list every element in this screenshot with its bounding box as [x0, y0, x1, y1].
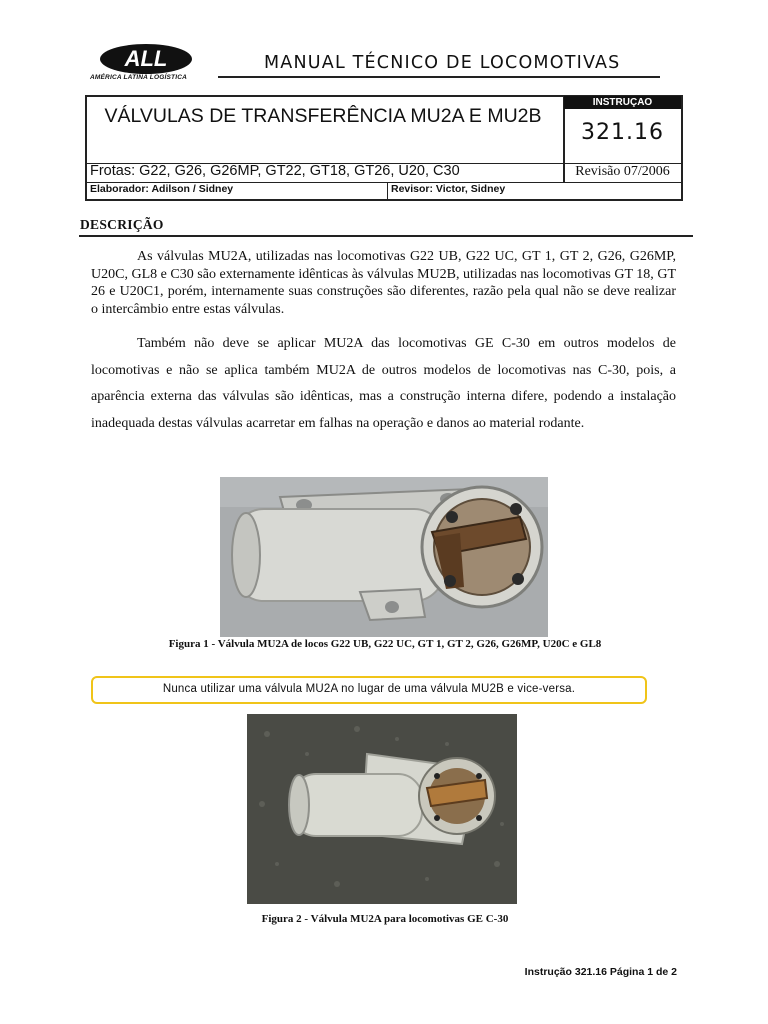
valve-mu2a-photo-1 — [220, 477, 548, 637]
manual-title: MANUAL TÉCNICO DE LOCOMOTIVAS — [264, 53, 621, 73]
paragraph-2: Também não deve se aplicar MU2A das locomotivas GE C-30 em outros modelos de locomotivas e não se aplica também MU2A de outros modelos de locomotivas nas C-30, pois, a aparência externa das válvulas são idênticas, mas a construção interna difere, podendo a instalação inadequada destas válvulas acarretar em falhas na operação e danos ao material rodante. — [91, 336, 676, 431]
revision-date: Revisão 07/2006 — [575, 164, 670, 179]
document-title: VÁLVULAS DE TRANSFERÊNCIA MU2A E MU2B — [104, 105, 542, 127]
reviewer-line: Revisor: Victor, Sidney — [391, 183, 506, 195]
fleets-line: Frotas: G22, G26, G26MP, GT22, GT18, GT26, U20, C30 — [90, 163, 460, 179]
figure-1-caption: Figura 1 - Válvula MU2A de locos G22 UB, G22 UC, GT 1, GT 2, G26, G26MP, U20C e GL8 — [168, 638, 602, 650]
valve-mu2a-photo-2 — [247, 714, 517, 904]
figure-2-caption: Figura 2 - Válvula MU2A para locomotivas GE C-30 — [261, 913, 509, 925]
svg-text:ALL: ALL — [124, 46, 168, 71]
instruction-number: 321.16 — [581, 120, 664, 145]
paragraph-1: As válvulas MU2A, utilizadas nas locomotivas G22 UB, G22 UC, GT 1, GT 2, G26, G26MP, U20C, GL8 e C30 são externamente idênticas às válvulas MU2B, utilizadas nas locomotivas GT 18, GT 26 e U20C1, porém, internamente suas construções são diferentes, razão pela qual não se deve realizar o intercâmbio entre estas válvulas. — [91, 249, 676, 317]
warning-note-text: Nunca utilizar uma válvula MU2A no lugar de uma válvula MU2B e vice-versa. — [162, 683, 576, 695]
logo-subtitle: AMÉRICA LATINA LOGÍSTICA — [90, 74, 187, 81]
section-title: DESCRIÇÃO — [80, 217, 164, 232]
section-divider — [79, 235, 693, 237]
instruction-label: INSTRUÇAO — [564, 96, 681, 109]
page-footer: Instrução 321.16 Página 1 de 2 — [524, 966, 677, 978]
author-line: Elaborador: Adilson / Sidney — [90, 183, 234, 195]
title-divider — [218, 76, 660, 78]
